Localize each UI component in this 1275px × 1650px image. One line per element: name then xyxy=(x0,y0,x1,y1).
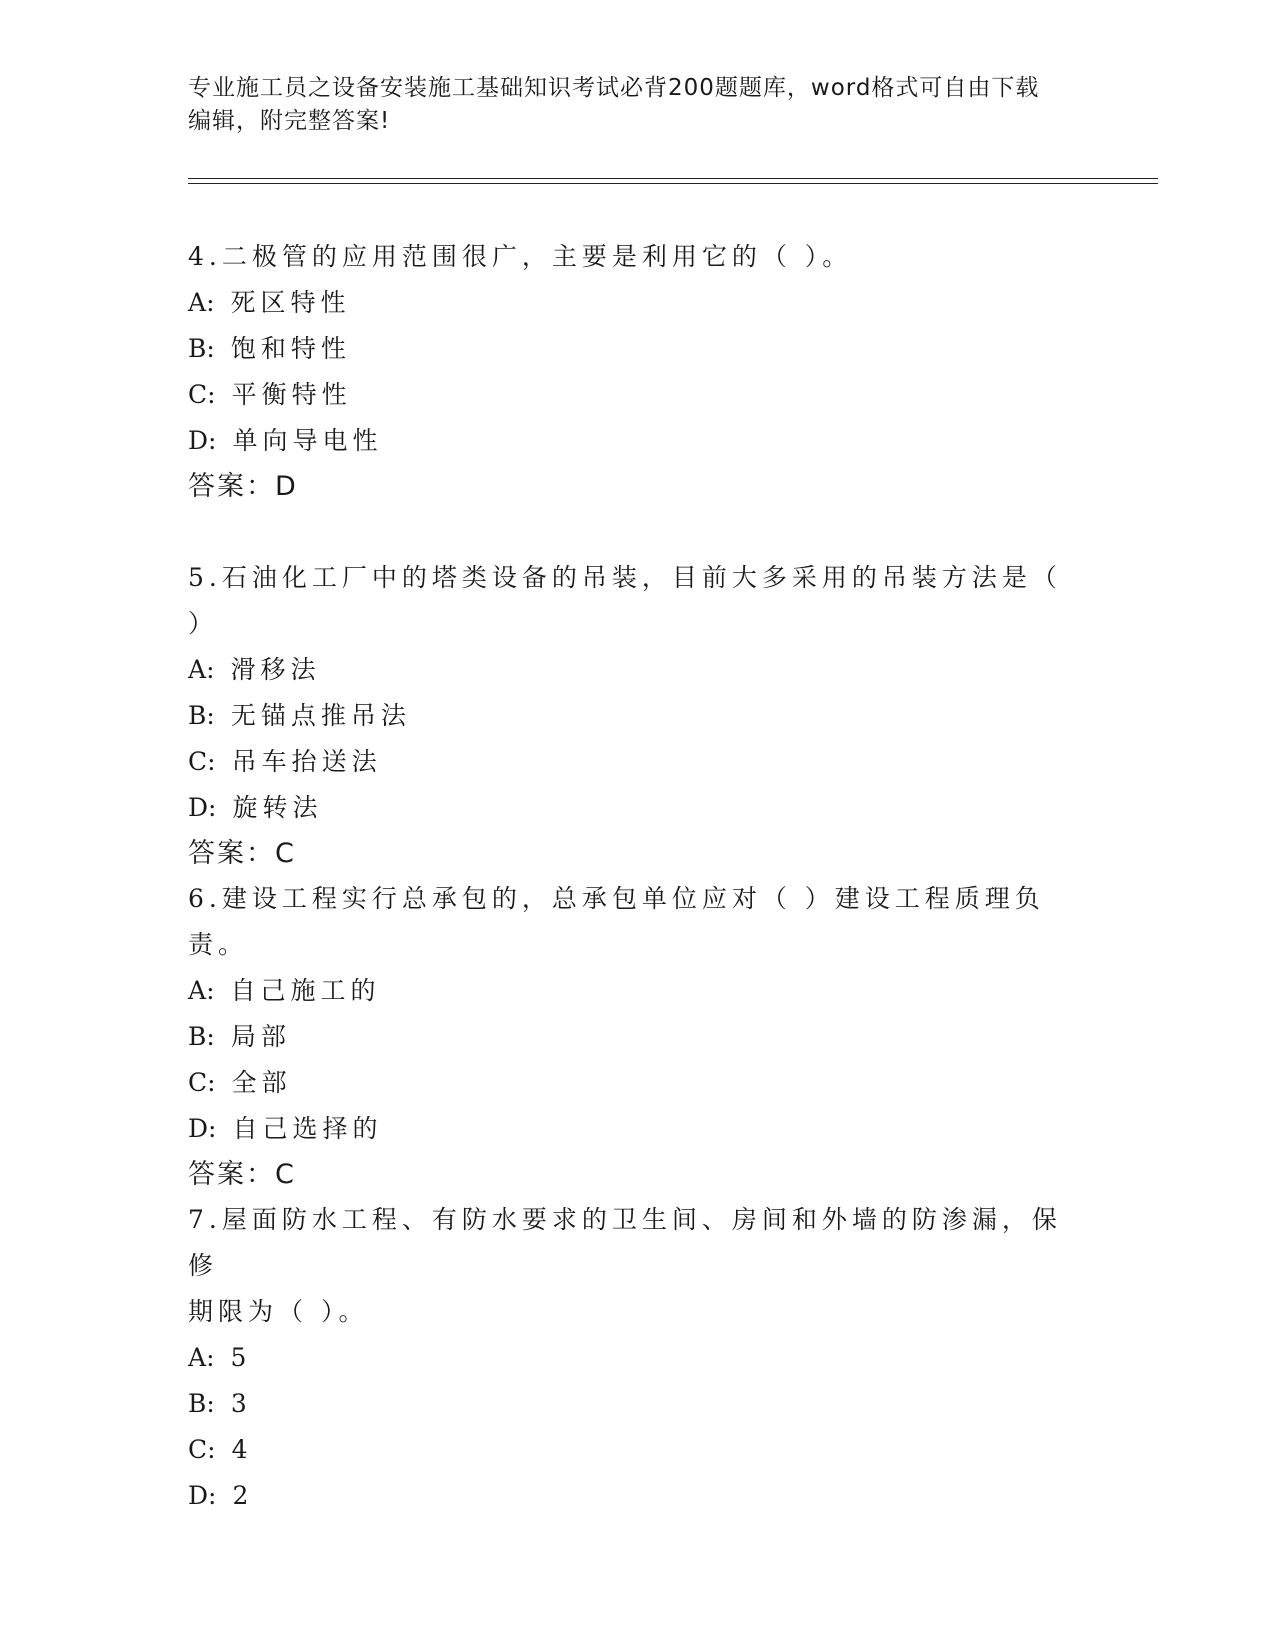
option-letter: D xyxy=(188,1481,209,1510)
option-text: 单向导电性 xyxy=(232,426,383,455)
option-text: 4 xyxy=(231,1435,253,1464)
option-b xyxy=(188,693,1088,739)
option-letter: A xyxy=(188,655,207,684)
answer-text: 答案：C xyxy=(188,838,296,869)
option-separator: : xyxy=(207,1435,216,1464)
question-stem: 6.建设工程实行总承包的，总承包单位应对（ ）建设工程质理负责。 xyxy=(188,884,1045,959)
header-divider-bottom xyxy=(188,183,1158,184)
question-stem-line-2: 期限为（ ）。 xyxy=(188,1297,369,1326)
option-letter: A xyxy=(188,1343,207,1372)
option-text: 旋转法 xyxy=(232,793,323,822)
option-letter: A xyxy=(188,976,207,1005)
document-header xyxy=(188,72,1088,138)
option-c xyxy=(188,372,1088,418)
question-5 xyxy=(188,555,1088,877)
option-separator: : xyxy=(206,976,215,1005)
option-text: 全部 xyxy=(231,1068,292,1097)
option-letter: D xyxy=(188,426,209,455)
option-separator: : xyxy=(206,1343,215,1372)
option-text: 死区特性 xyxy=(230,288,351,317)
question-7 xyxy=(188,1197,1088,1519)
option-letter: D xyxy=(188,793,209,822)
option-a xyxy=(188,280,1088,326)
option-separator: : xyxy=(208,793,217,822)
option-text: 滑移法 xyxy=(230,655,321,684)
option-text: 饱和特性 xyxy=(230,334,351,363)
question-6 xyxy=(188,876,1088,1198)
option-separator: : xyxy=(206,1389,215,1418)
option-d xyxy=(188,1473,1088,1519)
option-letter: B xyxy=(188,1022,207,1051)
option-text: 自己选择的 xyxy=(232,1114,383,1143)
option-text: 5 xyxy=(230,1343,252,1372)
option-separator: : xyxy=(206,655,215,684)
option-letter: C xyxy=(188,380,208,409)
header-title-line-2: 编辑，附完整答案! xyxy=(188,108,391,134)
option-letter: B xyxy=(188,701,207,730)
option-letter: D xyxy=(188,1114,209,1143)
option-separator: : xyxy=(206,288,215,317)
option-letter: C xyxy=(188,1435,208,1464)
option-text: 吊车抬送法 xyxy=(231,747,382,776)
answer-text: 答案：C xyxy=(188,1159,296,1190)
option-text: 局部 xyxy=(230,1022,291,1051)
option-c xyxy=(188,739,1088,785)
option-letter: B xyxy=(188,1389,207,1418)
option-c xyxy=(188,1427,1088,1473)
option-separator: : xyxy=(208,1481,217,1510)
option-separator: : xyxy=(207,380,216,409)
header-divider-top xyxy=(188,178,1158,179)
option-b xyxy=(188,1014,1088,1060)
option-d xyxy=(188,785,1088,831)
question-stem-line-1: 7.屋面防水工程、有防水要求的卫生间、房间和外墙的防渗漏，保修 xyxy=(188,1205,1062,1280)
option-separator: : xyxy=(208,1114,217,1143)
option-d xyxy=(188,1106,1088,1152)
option-a xyxy=(188,968,1088,1014)
option-letter: B xyxy=(188,334,207,363)
option-b xyxy=(188,1381,1088,1427)
option-separator: : xyxy=(207,1068,216,1097)
question-stem: 4.二极管的应用范围很广，主要是利用它的（ ）。 xyxy=(188,242,853,271)
option-text: 自己施工的 xyxy=(230,976,381,1005)
option-text: 平衡特性 xyxy=(231,380,352,409)
option-text: 2 xyxy=(232,1481,254,1510)
option-separator: : xyxy=(206,701,215,730)
option-b xyxy=(188,326,1088,372)
option-c xyxy=(188,1060,1088,1106)
option-a xyxy=(188,647,1088,693)
question-4 xyxy=(188,234,1088,510)
option-letter: C xyxy=(188,747,208,776)
question-stem: 5.石油化工厂中的塔类设备的吊装，目前大多采用的吊装方法是（ ） xyxy=(188,563,1062,638)
header-title-line-1: 专业施工员之设备安装施工基础知识考试必背200题题库，word格式可自由下载 xyxy=(188,75,1040,101)
option-letter: A xyxy=(188,288,207,317)
option-separator: : xyxy=(206,334,215,363)
option-separator: : xyxy=(207,747,216,776)
answer-text: 答案：D xyxy=(188,471,298,502)
option-separator: : xyxy=(206,1022,215,1051)
option-text: 无锚点推吊法 xyxy=(230,701,411,730)
option-letter: C xyxy=(188,1068,208,1097)
option-a xyxy=(188,1335,1088,1381)
option-text: 3 xyxy=(230,1389,252,1418)
option-separator: : xyxy=(208,426,217,455)
option-d xyxy=(188,418,1088,464)
